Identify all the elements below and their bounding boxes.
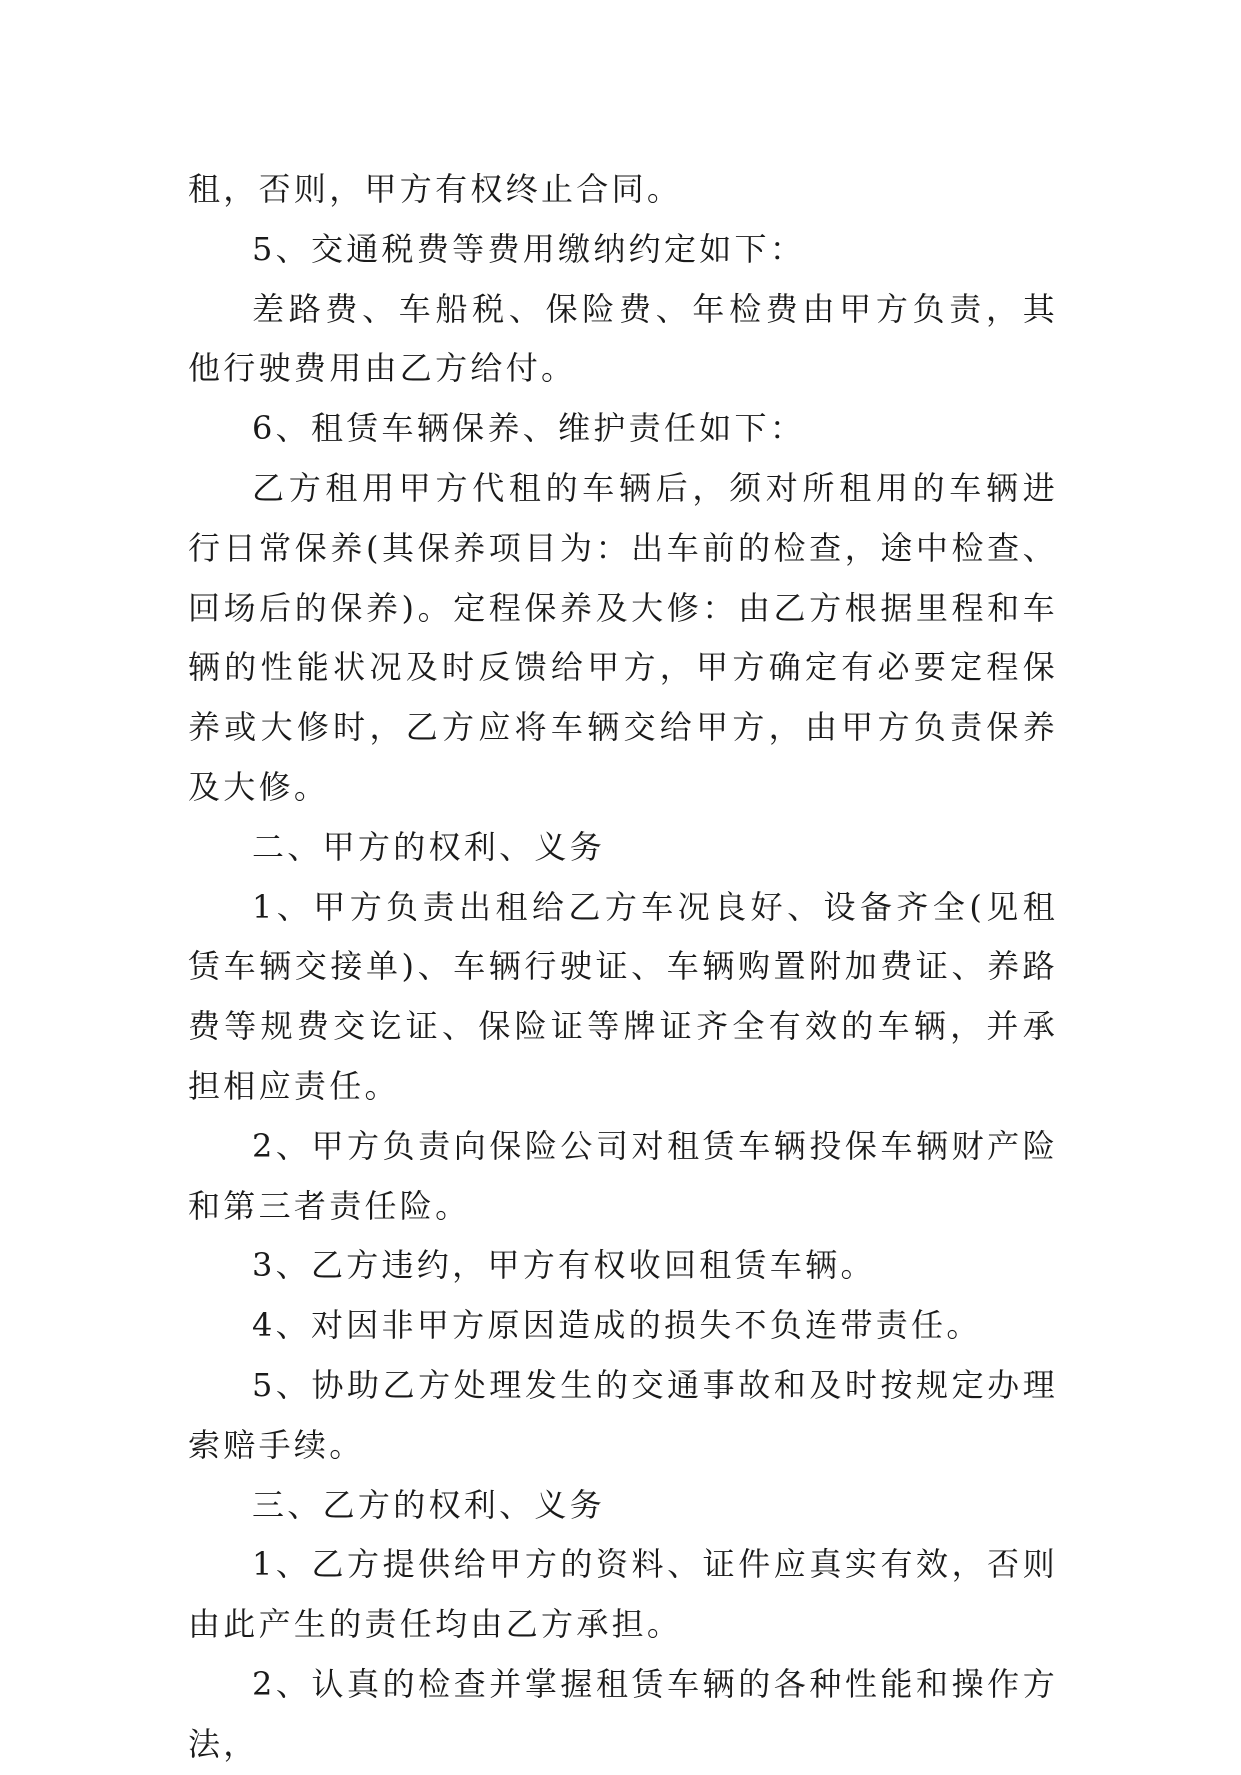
paragraph: 5、交通税费等费用缴纳约定如下： bbox=[252, 229, 806, 268]
paragraph: 2、认真的检查并掌握租赁车辆的各种性能和操作方法， bbox=[188, 1664, 1058, 1763]
paragraph: 1、甲方负责出租给乙方车况良好、设备齐全(见租赁车辆交接单)、车辆行驶证、车辆购置附加费证、养路费等规费交讫证、保险证等牌证齐全有效的车辆，并承担相应责任。 bbox=[188, 887, 1058, 1105]
document-body bbox=[188, 160, 1058, 1775]
paragraph: 2、甲方负责向保险公司对租赁车辆投保车辆财产险和第三者责任险。 bbox=[188, 1126, 1058, 1225]
paragraph: 4、对因非甲方原因造成的损失不负连带责任。 bbox=[252, 1306, 982, 1345]
paragraph: 差路费、车船税、保险费、年检费由甲方负责，其他行驶费用由乙方给付。 bbox=[188, 289, 1058, 388]
paragraph: 乙方租用甲方代租的车辆后，须对所租用的车辆进行日常保养(其保养项目为：出车前的检查，途中检查、回场后的保养)。定程保养及大修：由乙方根据里程和车辆的性能状况及时反馈给甲方，甲方确定有必要定程保养或大修时，乙方应将车辆交给甲方，由甲方负责保养及大修。 bbox=[188, 468, 1058, 806]
paragraph: 租，否则，甲方有权终止合同。 bbox=[188, 170, 683, 208]
paragraph: 6、租赁车辆保养、维护责任如下： bbox=[252, 409, 806, 448]
section-heading: 二、甲方的权利、义务 bbox=[252, 827, 606, 866]
paragraph: 1、乙方提供给甲方的资料、证件应真实有效，否则由此产生的责任均由乙方承担。 bbox=[188, 1545, 1058, 1644]
paragraph: 3、乙方违约，甲方有权收回租赁车辆。 bbox=[252, 1246, 876, 1285]
paragraph: 5、协助乙方处理发生的交通事故和及时按规定办理索赔手续。 bbox=[188, 1365, 1058, 1464]
section-heading: 三、乙方的权利、义务 bbox=[252, 1485, 606, 1524]
